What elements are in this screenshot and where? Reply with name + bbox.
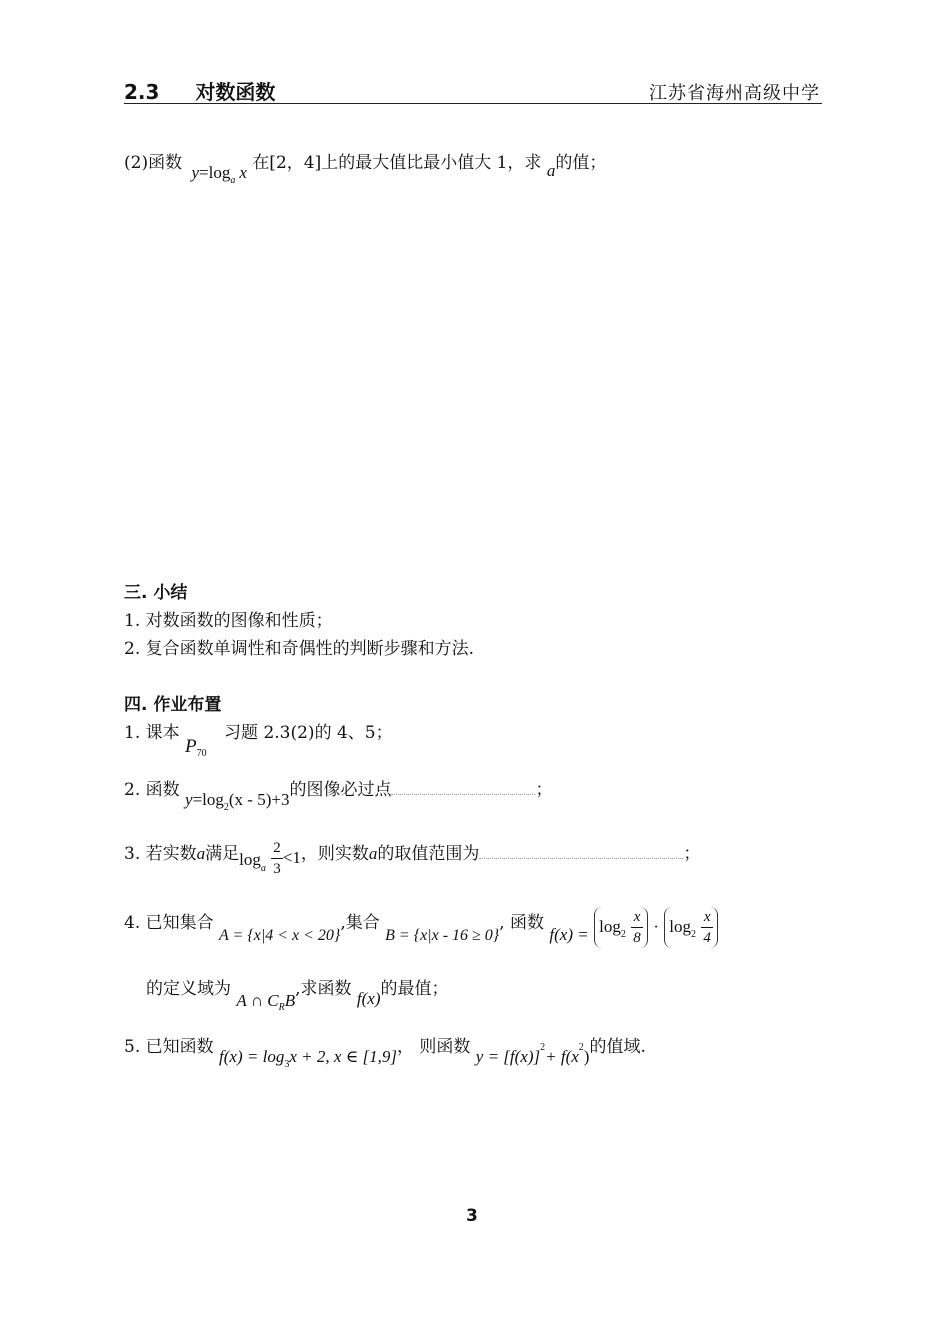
math-close-paren: ) — [583, 1047, 590, 1066]
math-plus: + f(x — [545, 1047, 579, 1066]
math-log: log — [239, 850, 261, 869]
q2-prefix: 2. 函数 — [124, 780, 180, 800]
summary-item-1: 1. 对数函数的图像和性质； — [124, 611, 333, 631]
q4-line2-mid: ,求函数 — [295, 979, 352, 999]
problem-2-suffix: 的值； — [555, 153, 607, 173]
answer-blank[interactable] — [391, 786, 535, 795]
math-log: log — [599, 917, 621, 936]
q4-mid2: , 函数 — [499, 913, 545, 933]
q3-suffix: 的取值范围为 — [377, 844, 480, 864]
q5-mid: ， 则函数 — [396, 1037, 471, 1057]
problem-2 — [124, 148, 607, 186]
math-y: y — [191, 163, 200, 182]
q2-end: ； — [535, 780, 553, 800]
math-log: =log — [199, 163, 231, 182]
math-y-expr: y = [f(x)] — [475, 1047, 541, 1066]
answer-blank[interactable] — [479, 850, 683, 859]
fraction-denominator: 8 — [633, 930, 641, 946]
school-name: 江苏省海州高级中学 — [649, 83, 820, 104]
q3-mid1: 满足 — [205, 844, 240, 864]
math-base-2: 2 — [620, 929, 626, 940]
math-set-a: A = {x|4 < x < 20} — [219, 927, 341, 944]
math-square: 2 — [578, 1042, 584, 1053]
homework-title: 四. 作业布置 — [124, 695, 222, 715]
math-a: a — [368, 844, 378, 863]
fraction-denominator: 4 — [703, 930, 711, 946]
math-factor-1 — [594, 907, 648, 948]
math-log: log — [669, 917, 691, 936]
math-a: a — [196, 844, 206, 863]
homework-q2 — [124, 775, 553, 813]
math-factor-2 — [664, 907, 718, 948]
math-y: y — [185, 790, 193, 809]
homework-q4-line2 — [146, 974, 449, 1013]
fraction-numerator: 2 — [271, 838, 283, 859]
q2-suffix: 的图像必过点 — [289, 780, 392, 800]
q4-mid1: ,集合 — [340, 913, 380, 933]
math-ineq: <1 — [282, 848, 301, 867]
math-base-3: 3 — [284, 1059, 290, 1070]
q3-end: ； — [683, 844, 701, 864]
math-base-a: a — [260, 863, 266, 874]
q3-mid2: ，则实数 — [300, 844, 369, 864]
problem-2-prefix: (2)函数 — [124, 153, 183, 173]
math-dot: · — [653, 917, 659, 936]
fraction-numerator: x — [631, 907, 643, 928]
math-fx: f(x) — [356, 989, 381, 1008]
math-p-sub: 70 — [196, 748, 207, 759]
fraction-denominator: 3 — [273, 861, 281, 877]
summary-title: 三. 小结 — [124, 583, 188, 603]
math-b: B — [284, 991, 296, 1010]
page-number: 3 — [466, 1206, 478, 1226]
math-domain: A ∩ C — [236, 991, 279, 1010]
homework-q4 — [124, 903, 718, 944]
section-heading — [124, 76, 275, 105]
math-base-2: 2 — [691, 929, 696, 940]
math-fx: f(x) = log — [219, 1047, 285, 1066]
math-log: =log — [192, 790, 224, 809]
q4-line2-prefix: 的定义域为 — [146, 979, 231, 999]
math-fraction — [271, 838, 283, 879]
math-square: 2 — [540, 1042, 546, 1053]
math-a: a — [546, 161, 556, 180]
q3-prefix: 3. 若实数 — [124, 844, 197, 864]
math-base-a: a — [230, 175, 236, 186]
homework-q1 — [124, 718, 393, 759]
math-base-2: 2 — [223, 802, 229, 813]
q4-prefix: 4. 已知集合 — [124, 913, 214, 933]
homework-q5 — [124, 1032, 646, 1070]
math-set-b: B = {x|x - 16 ≥ 0} — [385, 927, 500, 944]
math-fraction — [631, 907, 643, 948]
q5-prefix: 5. 已知函数 — [124, 1037, 214, 1057]
q4-line2-suffix: 的最值； — [380, 979, 449, 999]
problem-2-middle: 在[2，4]上的最大值比最小值大 1，求 — [252, 153, 542, 173]
q1-suffix: 习题 2.3(2)的 4、5； — [224, 723, 393, 743]
homework-q3 — [124, 834, 700, 875]
section-title: 对数函数 — [195, 80, 276, 104]
math-rest: x + 2, x ∈ [1,9] — [289, 1047, 397, 1066]
section-number: 2.3 — [124, 80, 160, 104]
q1-prefix: 1. 课本 — [124, 723, 180, 743]
summary-item-2: 2. 复合函数单调性和奇偶性的判断步骤和方法. — [124, 639, 475, 659]
math-sub-r: R — [278, 1002, 285, 1013]
math-p: P — [185, 736, 197, 757]
math-expr: (x - 5)+3 — [228, 790, 290, 809]
fraction-numerator: x — [701, 907, 713, 928]
math-fraction — [701, 907, 713, 948]
q5-suffix: 的值域. — [589, 1037, 646, 1057]
math-fx: f(x) = — [549, 925, 589, 944]
header-divider — [124, 103, 822, 104]
math-x: x — [239, 163, 247, 182]
